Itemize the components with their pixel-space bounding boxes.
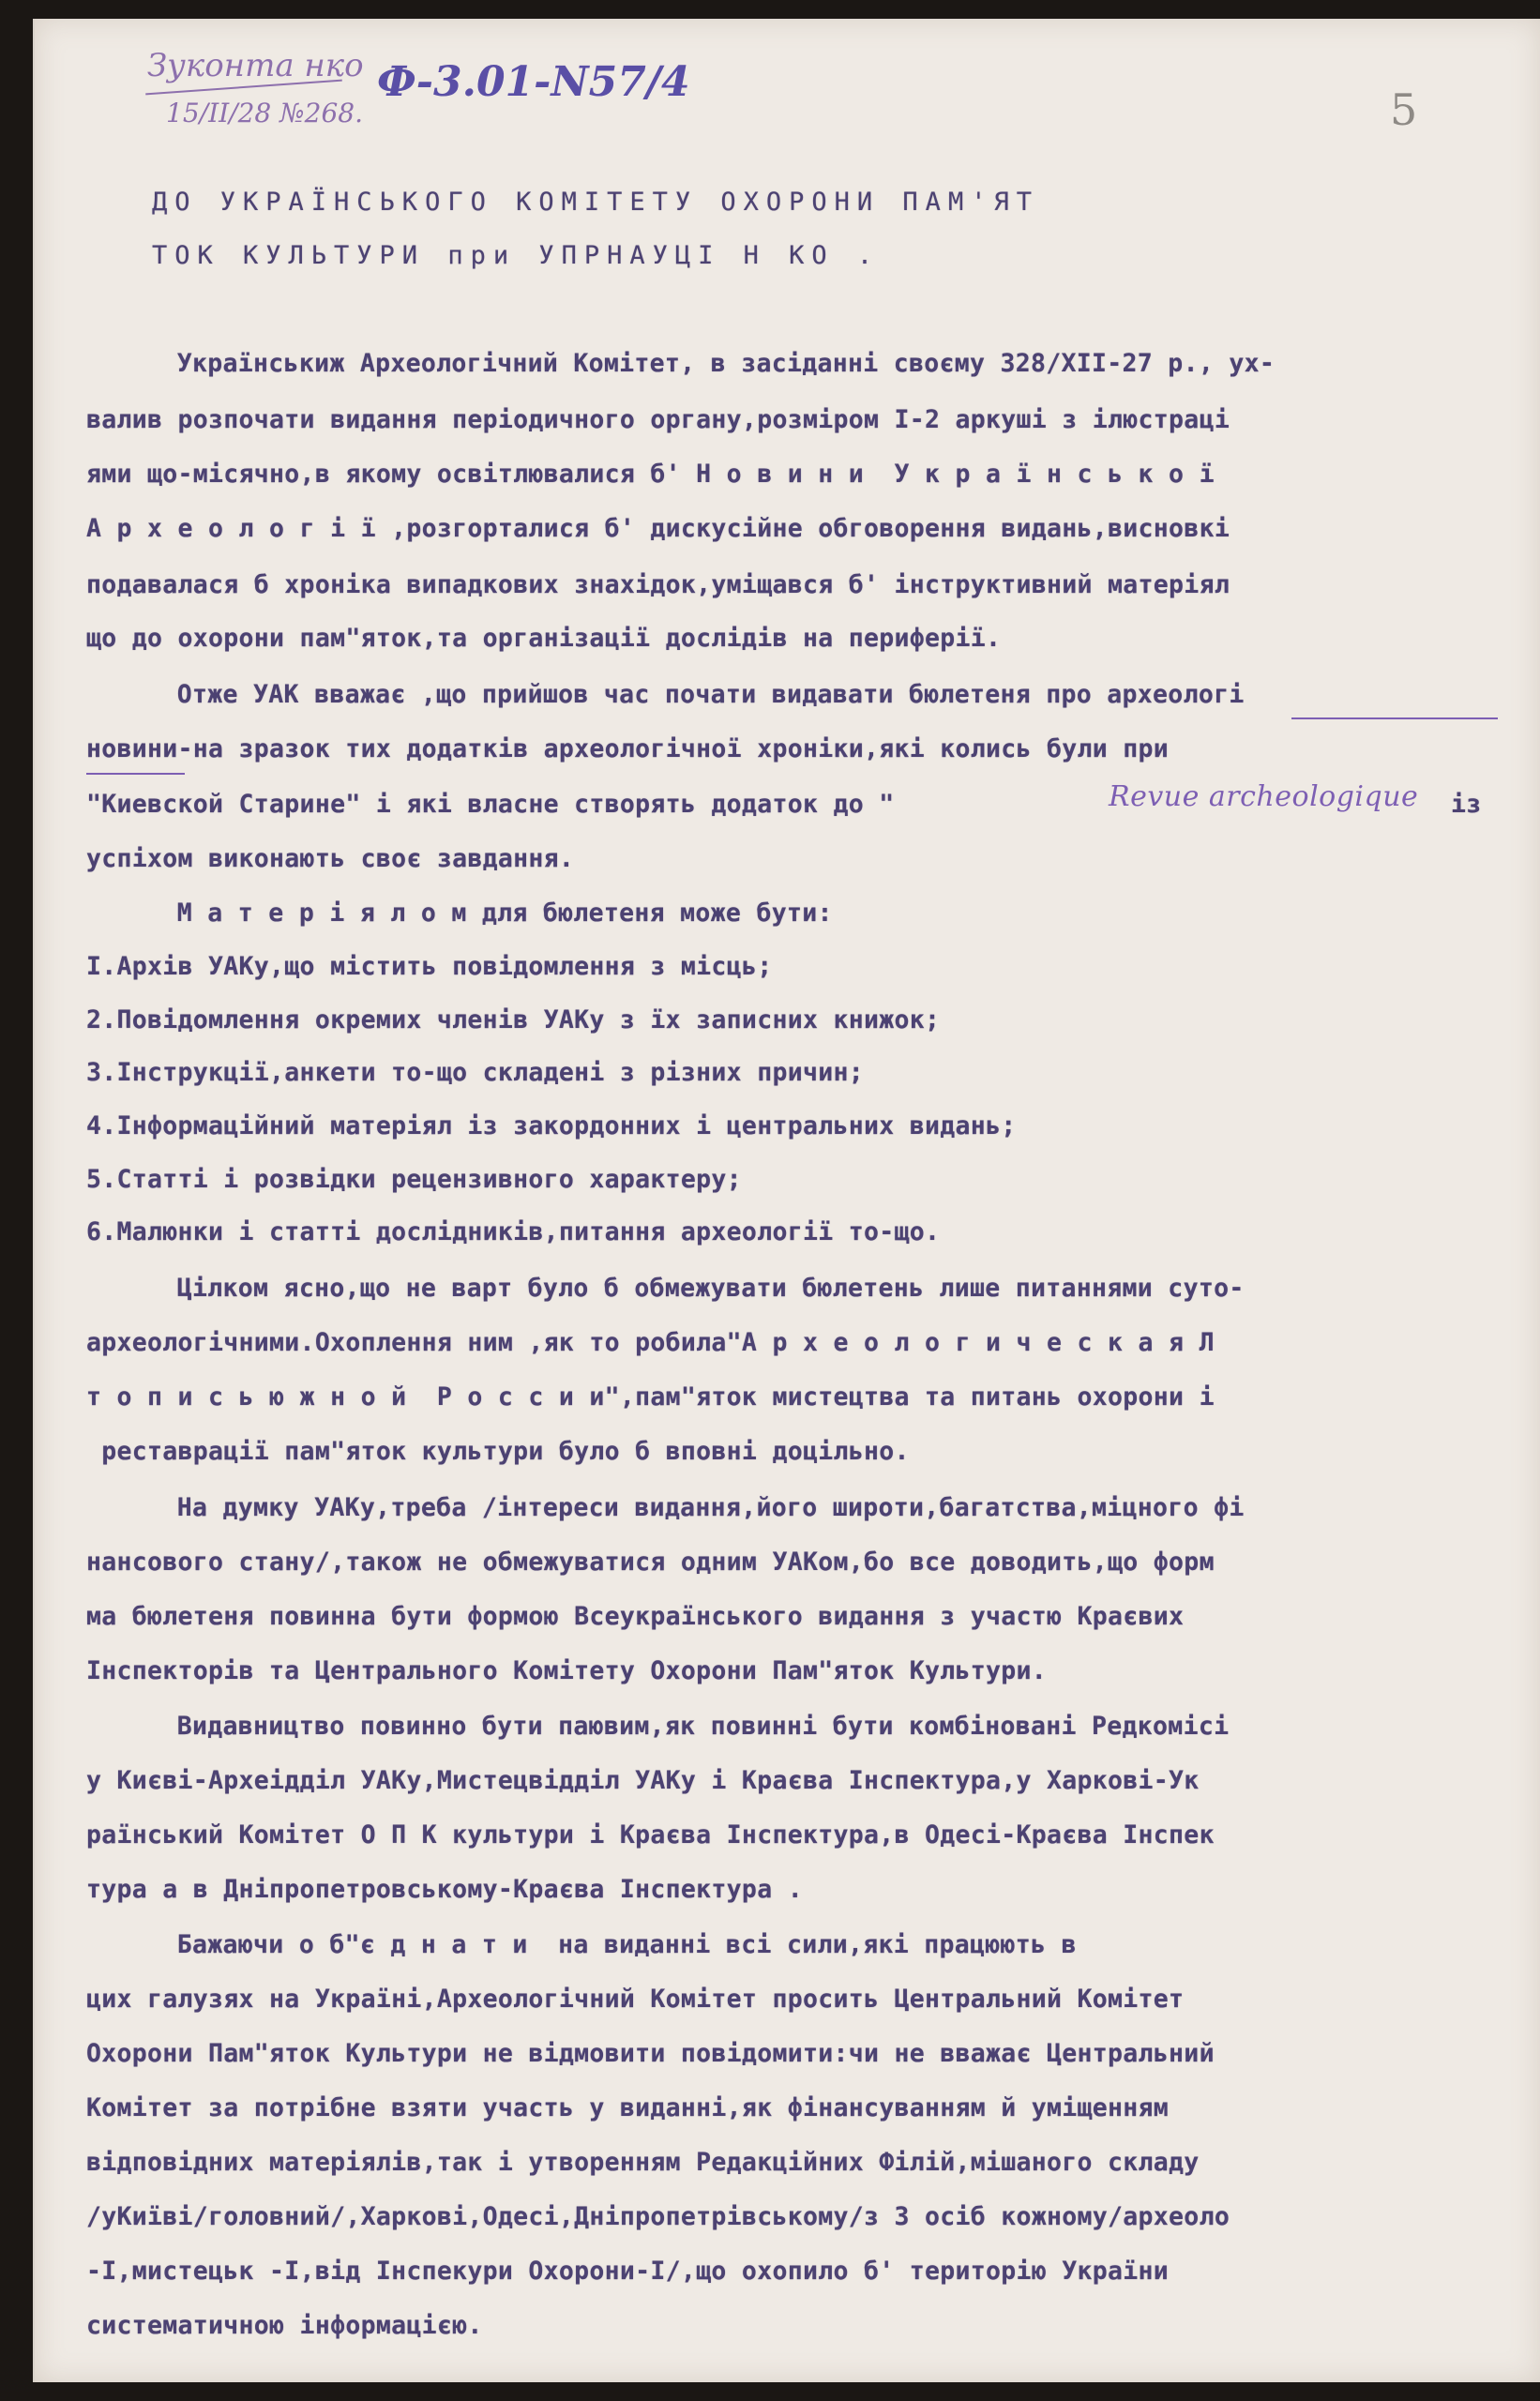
body-line-25: Інспекторів та Центрального Комітету Охорони Пам"яток Культури. (86, 1656, 1048, 1685)
body-line-4: А р х е о л о г і ї ,розгорталися б' дискусійне обговорення видань,висновкі (86, 514, 1230, 543)
body-line-10: успіхом виконають своє завдання. (86, 844, 575, 873)
body-line-23: нансового стану/,також не обмежуватися одним УАКом,бо все доводить,що форм (86, 1548, 1215, 1577)
document-page (33, 19, 1540, 2382)
heading-line-1: ДО УКРАЇНСЬКОГО КОМІТЕТУ ОХОРОНИ ПАМ'ЯТ (152, 188, 1039, 217)
registration-stamp-line1: Зуконта нко (147, 47, 364, 84)
body-line-35: /уКиїві/головний/,Харкові,Одесі,Дніпропетрівському/з 3 осіб кожному/археоло (86, 2202, 1230, 2231)
body-line-30: Бажаючи о б"є д н а т и на виданні всі сили,які працюють в (70, 1930, 1077, 1959)
body-line-2: валив розпочати видання періодичного органу,розміром І-2 аркуші з ілюстраці (86, 405, 1230, 434)
body-line-21: реставрації пам"яток культури було б вповні доцільно. (86, 1437, 910, 1466)
body-line-37: систематичною інформацією. (86, 2311, 483, 2340)
body-line-36: -І,мистецьк -І,від Інспекури Охорони-І/,що охопило б' територію України (86, 2257, 1170, 2286)
body-line-31: цих галузях на Україні,Археологічний Комітет просить Центральний Комітет (86, 1985, 1185, 2014)
body-line-27: у Києві-Археідділ УАКу,Мистецвідділ УАКу і Краєва Інспектура,у Харкові-Ук (86, 1766, 1200, 1795)
list-item-3: 3.Інструкції,анкети то-що складені з різних причин; (86, 1058, 864, 1087)
list-item-5: 5.Статті і розвідки рецензивного характеру; (86, 1165, 742, 1194)
body-line-26: Видавництво повинно бути паювим,як повинні бути комбіновані Редкомісі (70, 1712, 1230, 1741)
handwritten-revue-archeologique: Revue archeologique (1109, 780, 1419, 813)
body-line-28: раїнський Комітет О П К культури і Краєва Інспектура,в Одесі-Краєва Інспек (86, 1820, 1215, 1850)
heading-line-2: ТОК КУЛЬТУРИ при УПРНАУЦІ Н КО . (152, 241, 881, 270)
body-line-8: новини-на зразок тих додатків археологічної хроніки,які колись були при (86, 734, 1170, 763)
body-line-19: археологічними.Охоплення ним ,як то робила"А р х е о л о г и ч е с к а я Л (86, 1328, 1215, 1357)
underline-archaeology (1291, 717, 1498, 719)
body-line-32: Охорони Пам"яток Культури не відмовити повідомити:чи не вважає Центральний (86, 2039, 1215, 2068)
body-line-9: "Киевской Старине" і які власне створять додаток до " (86, 790, 895, 819)
body-line-22: На думку УАКу,треба /інтереси видання,його широти,багатства,міцного фі (70, 1493, 1245, 1522)
body-line-3: ями що-місячно,в якому освітлювалися б' Н о в и н и У к р а ї н с ь к о ї (86, 460, 1215, 489)
list-item-4: 4.Інформаційний матеріял із закордонних і центральних видань; (86, 1111, 1017, 1140)
body-line-18: Цілком ясно,що не варт було б обмежувати бюлетень лише питаннями суто- (70, 1274, 1245, 1303)
body-line-11: М а т е р і я л о м для бюлетеня може бути: (70, 898, 833, 928)
list-item-6: 6.Малюнки і статті дослідників,питання археології то-що. (86, 1217, 941, 1246)
body-line-34: відповідних матеріялів,так і утворенням Редакційних Філій,мішаного складу (86, 2148, 1200, 2177)
body-line-7: Отже УАК вважає ,що прийшов час почати видавати бюлетеня про археологі (70, 680, 1245, 709)
body-line-6: що до охорони пам"яток,та організації дослідів на периферії. (86, 624, 1002, 653)
list-item-1: І.Архів УАКу,що містить повідомлення з місць; (86, 952, 773, 981)
body-line-9-suffix: із (1451, 790, 1482, 819)
body-line-5: подавалася б хроніка випадкових знахідок,уміщався б' інструктивний матеріял (86, 570, 1230, 599)
underline-news (86, 773, 185, 775)
page-number: 5 (1390, 84, 1418, 135)
body-line-29: тура а в Дніпропетровському-Краєва Інспектура . (86, 1875, 803, 1904)
archive-code: Ф-3.01-N57/4 (377, 58, 690, 106)
body-line-20: т о п и с ь ю ж н о й Р о с с и и",пам"яток мистецтва та питань охорони і (86, 1382, 1215, 1412)
body-line-24: ма бюлетеня повинна бути формою Всеукраїнського видання з участю Краєвих (86, 1602, 1185, 1631)
body-line-33: Комітет за потрібне взяти участь у виданні,як фінансуванням й уміщенням (86, 2093, 1170, 2122)
body-line-1: Українськиж Археологічний Комітет, в засіданні своєму 328/ХІІ-27 р., ух- (70, 349, 1276, 378)
list-item-2: 2.Повідомлення окремих членів УАКу з їх записних книжок; (86, 1005, 941, 1034)
registration-stamp-line2: 15/ІІ/28 №268. (166, 98, 363, 128)
